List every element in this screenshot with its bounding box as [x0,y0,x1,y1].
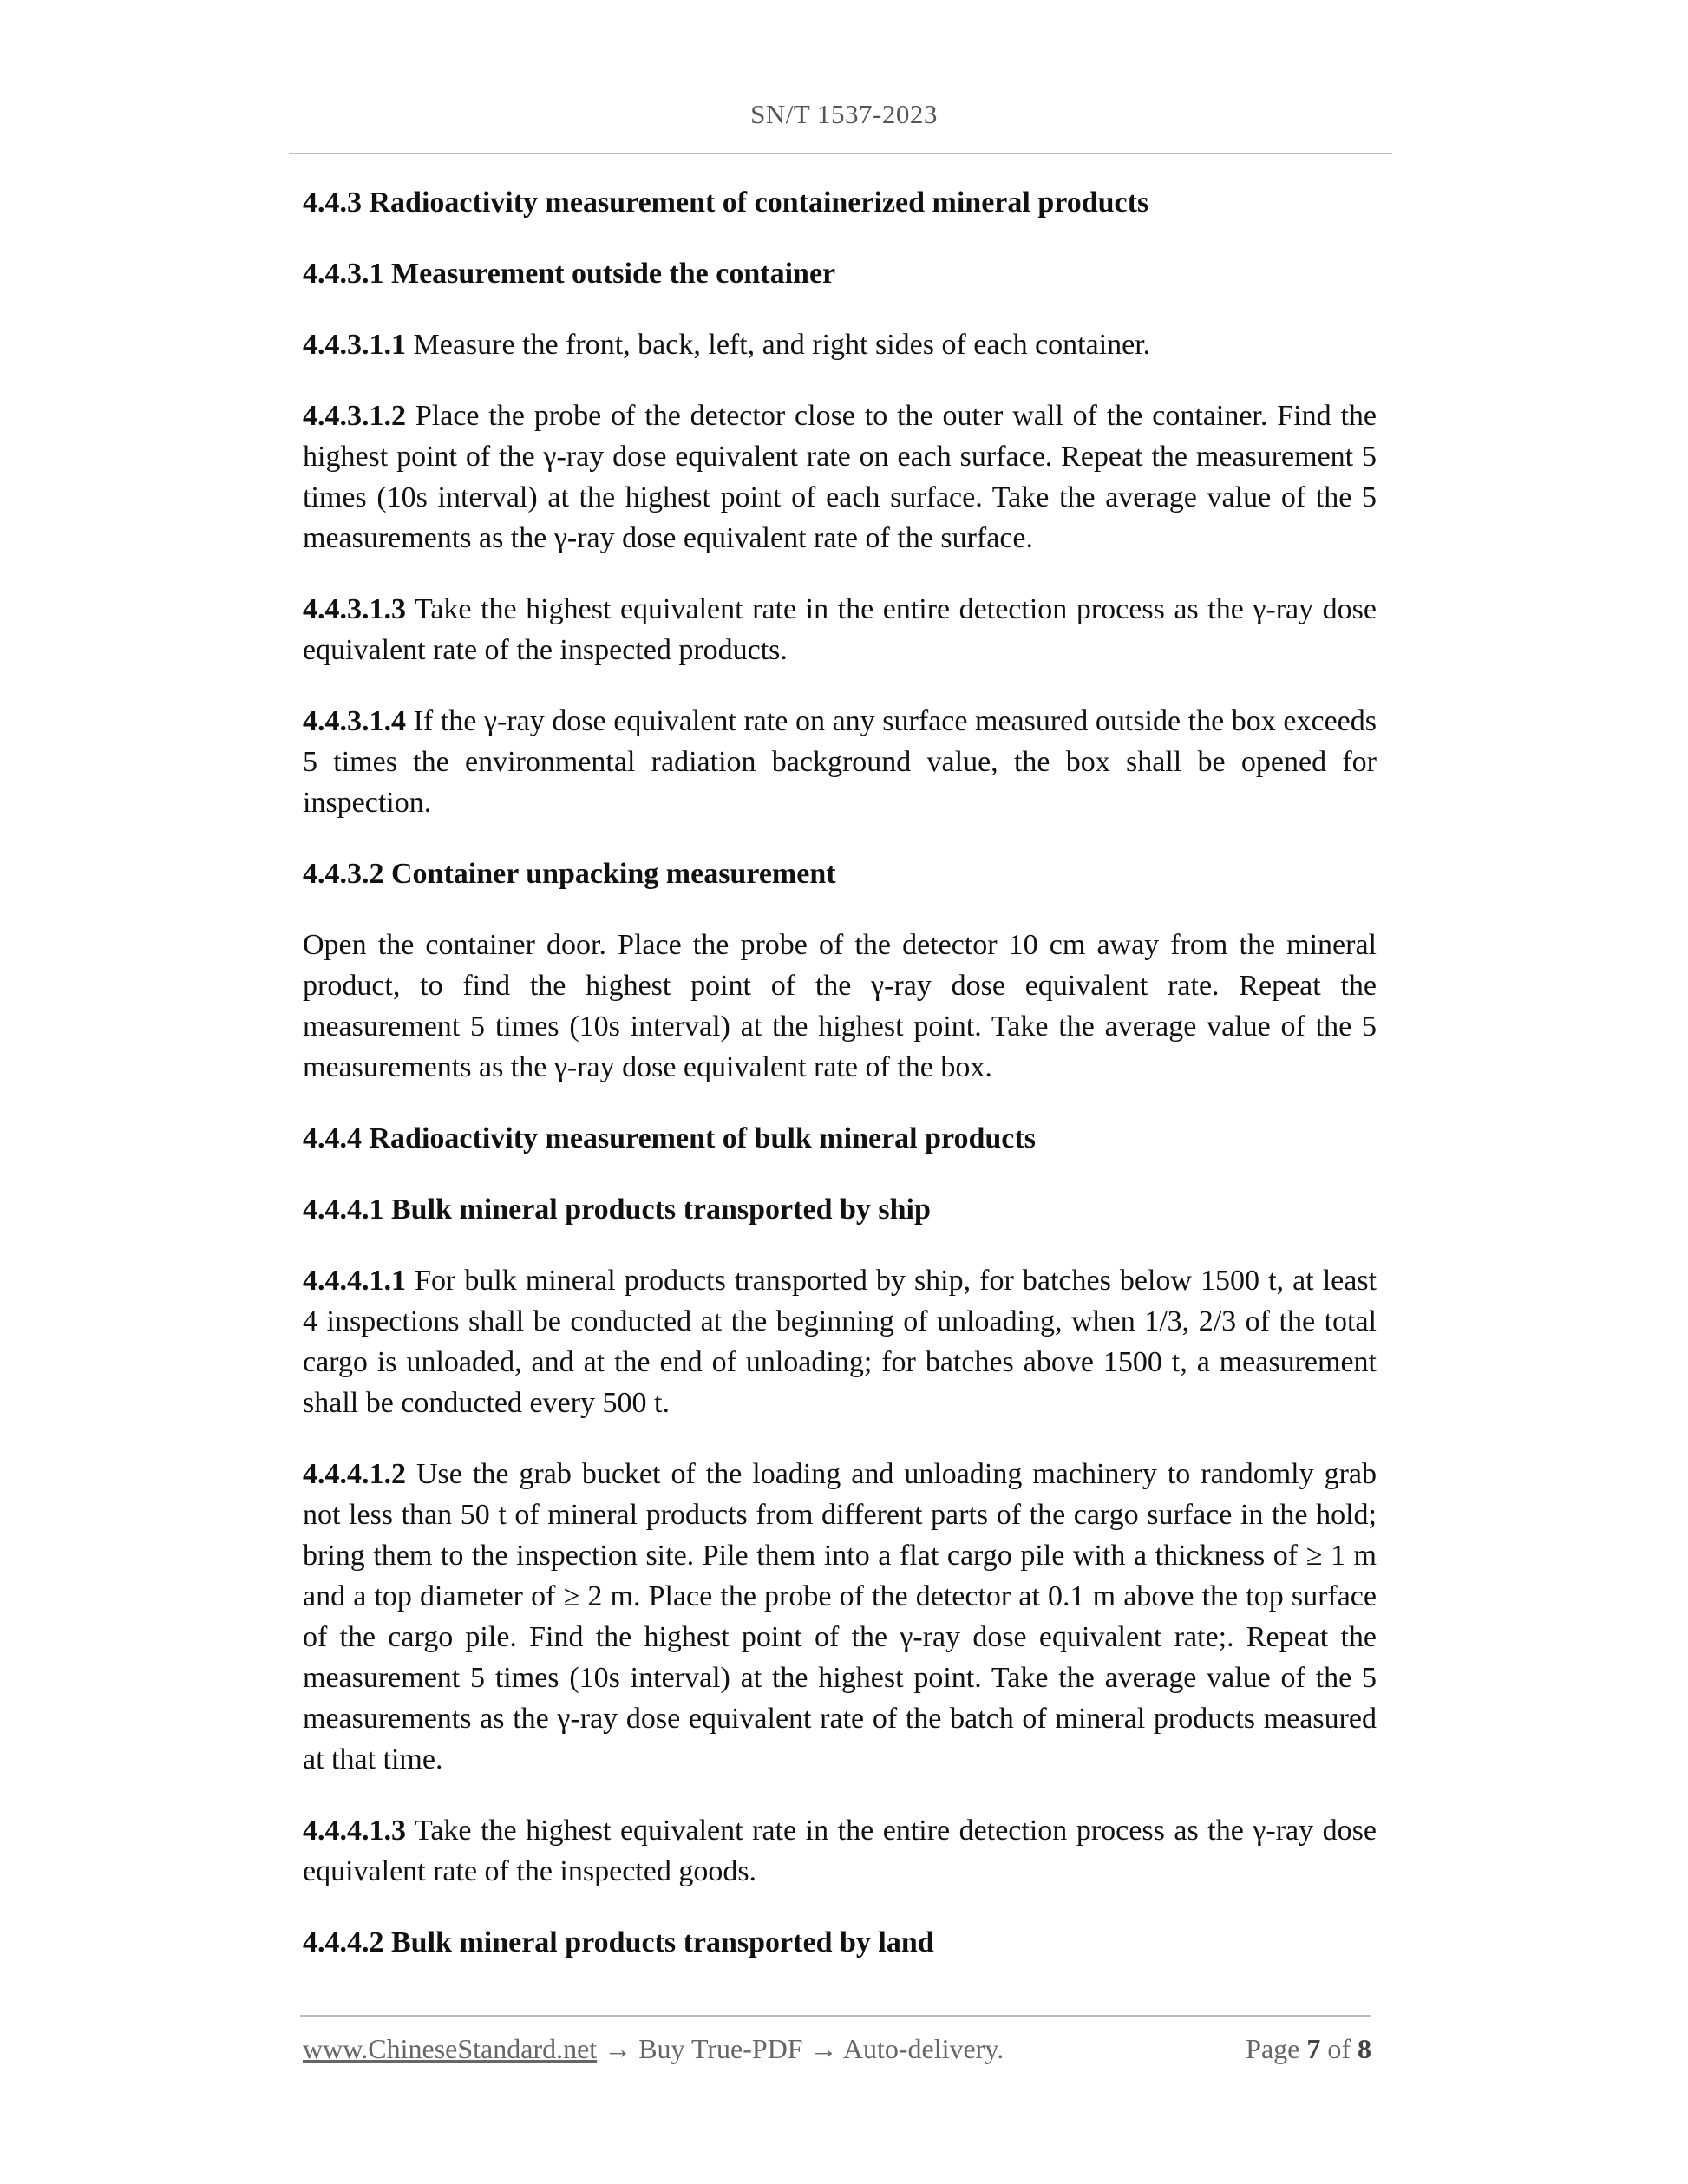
section-heading-4-4-3: 4.4.3 Radioactivity measurement of containerized mineral products [303,186,1149,219]
page-total: 8 [1358,2033,1371,2064]
clause-number: 4.4.4.1.3 [303,1815,406,1847]
clause-text: Take the highest equivalent rate in the entire detection process as the γ-ray dose equivalent rate of the inspected goods. [303,1815,1377,1887]
footer-divider [300,2015,1371,2017]
paragraph-4-4-3-1-4 [303,701,1377,823]
clause-text: For bulk mineral products transported by ship, for batches below 1500 t, at least 4 inspections shall be conducted at the beginning of unloading, when 1/3, 2/3 of the total cargo is unloaded, and at the end of unloading; for batches above 1500 t, a measurement shall be conducted every 500 t. [303,1265,1377,1419]
page-of: of [1327,2033,1351,2064]
footer-nav-text: → Buy True-PDF → Auto-delivery. [597,2033,1004,2064]
section-heading-4-4-4: 4.4.4 Radioactivity measurement of bulk mineral products [303,1122,1036,1154]
website-link[interactable]: www.ChineseStandard.net [303,2033,598,2064]
header-divider [289,153,1392,154]
paragraph-4-4-4-1-1 [303,1260,1377,1423]
clause-number: 4.4.4.1.2 [303,1458,406,1490]
footer-promo [303,2030,1004,2068]
page-indicator [1246,2030,1371,2068]
page-current: 7 [1306,2033,1321,2064]
clause-number: 4.4.3.1.1 [303,329,406,361]
page-label: Page [1246,2033,1300,2064]
document-body [303,182,1377,1993]
section-heading-4-4-4-1: 4.4.4.1 Bulk mineral products transported by ship [303,1193,931,1226]
section-heading-4-4-3-2: 4.4.3.2 Container unpacking measurement [303,858,836,890]
paragraph-4-4-3-1-3 [303,589,1377,670]
clause-text: Take the highest equivalent rate in the entire detection process as the γ-ray dose equivalent rate of the inspected products. [303,593,1377,666]
clause-number: 4.4.4.1.1 [303,1265,406,1297]
document-header-title: SN/T 1537-2023 [750,99,938,129]
section-heading-4-4-4-2: 4.4.4.2 Bulk mineral products transported by land [303,1926,934,1958]
section-heading-4-4-3-1: 4.4.3.1 Measurement outside the container [303,258,836,290]
clause-number: 4.4.3.1.2 [303,400,406,432]
clause-text: Measure the front, back, left, and right sides of each container. [406,329,1151,361]
paragraph-4-4-4-1-2 [303,1454,1377,1780]
clause-number: 4.4.3.1.4 [303,705,406,737]
clause-number: 4.4.3.1.3 [303,593,406,625]
clause-text: If the γ-ray dose equivalent rate on any surface measured outside the box exceeds 5 times the environmental radiation background value, the box shall be opened for inspection. [303,705,1377,819]
paragraph-4-4-3-1-2 [303,396,1377,559]
paragraph-4-4-4-1-3 [303,1810,1377,1892]
clause-text: Use the grab bucket of the loading and unloading machinery to randomly grab not less than 50 t of mineral products from different parts of the cargo surface in the hold; bring them to the inspection site. Pile them into a flat cargo pile with a thickness of ≥ 1 m and a top diameter of ≥ 2 m. Place the probe of the detector at 0.1 m above the top surface of the cargo pile. Find the highest point of the γ-ray dose equivalent rate;. Repeat the measurement 5 times (10s interval) at the highest point. Take the average value of the 5 measurements as the γ-ray dose equivalent rate of the batch of mineral products measured at that time. [303,1458,1377,1775]
paragraph-4-4-3-2: Open the container door. Place the probe of the detector 10 cm away from the mineral product, to find the highest point of the γ-ray dose equivalent rate. Repeat the measurement 5 times (10s interval) at the highest point. Take the average value of the 5 measurements as the γ-ray dose equivalent rate of the box. [303,929,1377,1083]
clause-text: Place the probe of the detector close to the outer wall of the container. Find the highest point of the γ-ray dose equivalent rate on each surface. Repeat the measurement 5 times (10s interval) at the highest point of each surface. Take the average value of the 5 measurements as the γ-ray dose equivalent rate of the surface. [303,400,1377,554]
paragraph-4-4-3-1-1 [303,324,1377,365]
